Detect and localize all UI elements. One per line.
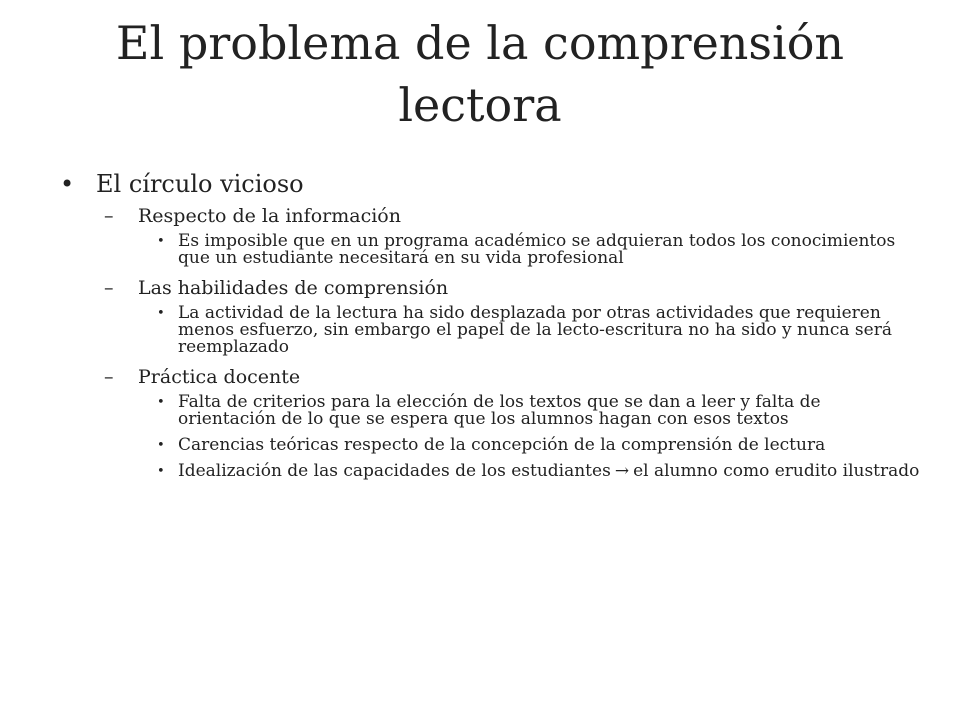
right-arrow-icon: → — [614, 461, 630, 481]
bullet-marker: • — [157, 438, 165, 453]
subpoint-text: Las habilidades de comprensión — [138, 277, 449, 299]
bullet-marker: • — [60, 170, 75, 198]
slide-body — [60, 168, 920, 489]
bullet-marker: • — [157, 395, 165, 410]
item-practica-1 — [60, 394, 920, 428]
item-practica-3 — [60, 463, 920, 480]
item-text-before: Idealización de las capacidades de los estudiantes — [178, 461, 611, 481]
dash-marker: – — [104, 277, 114, 299]
item-practica-2 — [60, 437, 920, 454]
item-text: La actividad de la lectura ha sido desplazada por otras actividades que requieren menos esfuerzo, sin embargo el papel de la lecto-escritura no ha sido y nunca será reemplazado — [178, 303, 892, 357]
subpoint-text: Respecto de la información — [138, 205, 401, 227]
item-text: Es imposible que en un programa académico se adquieran todos los conocimientos que un estudiante necesitará en su vida profesional — [178, 231, 896, 268]
bullet-text: El círculo vicioso — [96, 170, 304, 198]
item-text: Falta de criterios para la elección de los textos que se dan a leer y falta de orientación de lo que se espera que los alumnos hagan con esos textos — [178, 392, 821, 429]
subpoint-habilidades — [60, 276, 920, 301]
bullet-marker: • — [157, 464, 165, 479]
bullet-marker: • — [157, 306, 165, 321]
slide-title: El problema de la comprensión lectora — [115, 16, 845, 132]
subpoint-practica — [60, 365, 920, 390]
item-habilidades-1 — [60, 305, 920, 356]
item-text: Carencias teóricas respecto de la concepción de la comprensión de lectura — [178, 435, 826, 455]
dash-marker: – — [104, 366, 114, 388]
subpoint-informacion — [60, 204, 920, 229]
subpoint-text: Práctica docente — [138, 366, 301, 388]
dash-marker: – — [104, 205, 114, 227]
item-informacion-1 — [60, 233, 920, 267]
bullet-marker: • — [157, 234, 165, 249]
item-text-after: el alumno como erudito ilustrado — [633, 461, 920, 481]
bullet-level1 — [60, 168, 920, 200]
